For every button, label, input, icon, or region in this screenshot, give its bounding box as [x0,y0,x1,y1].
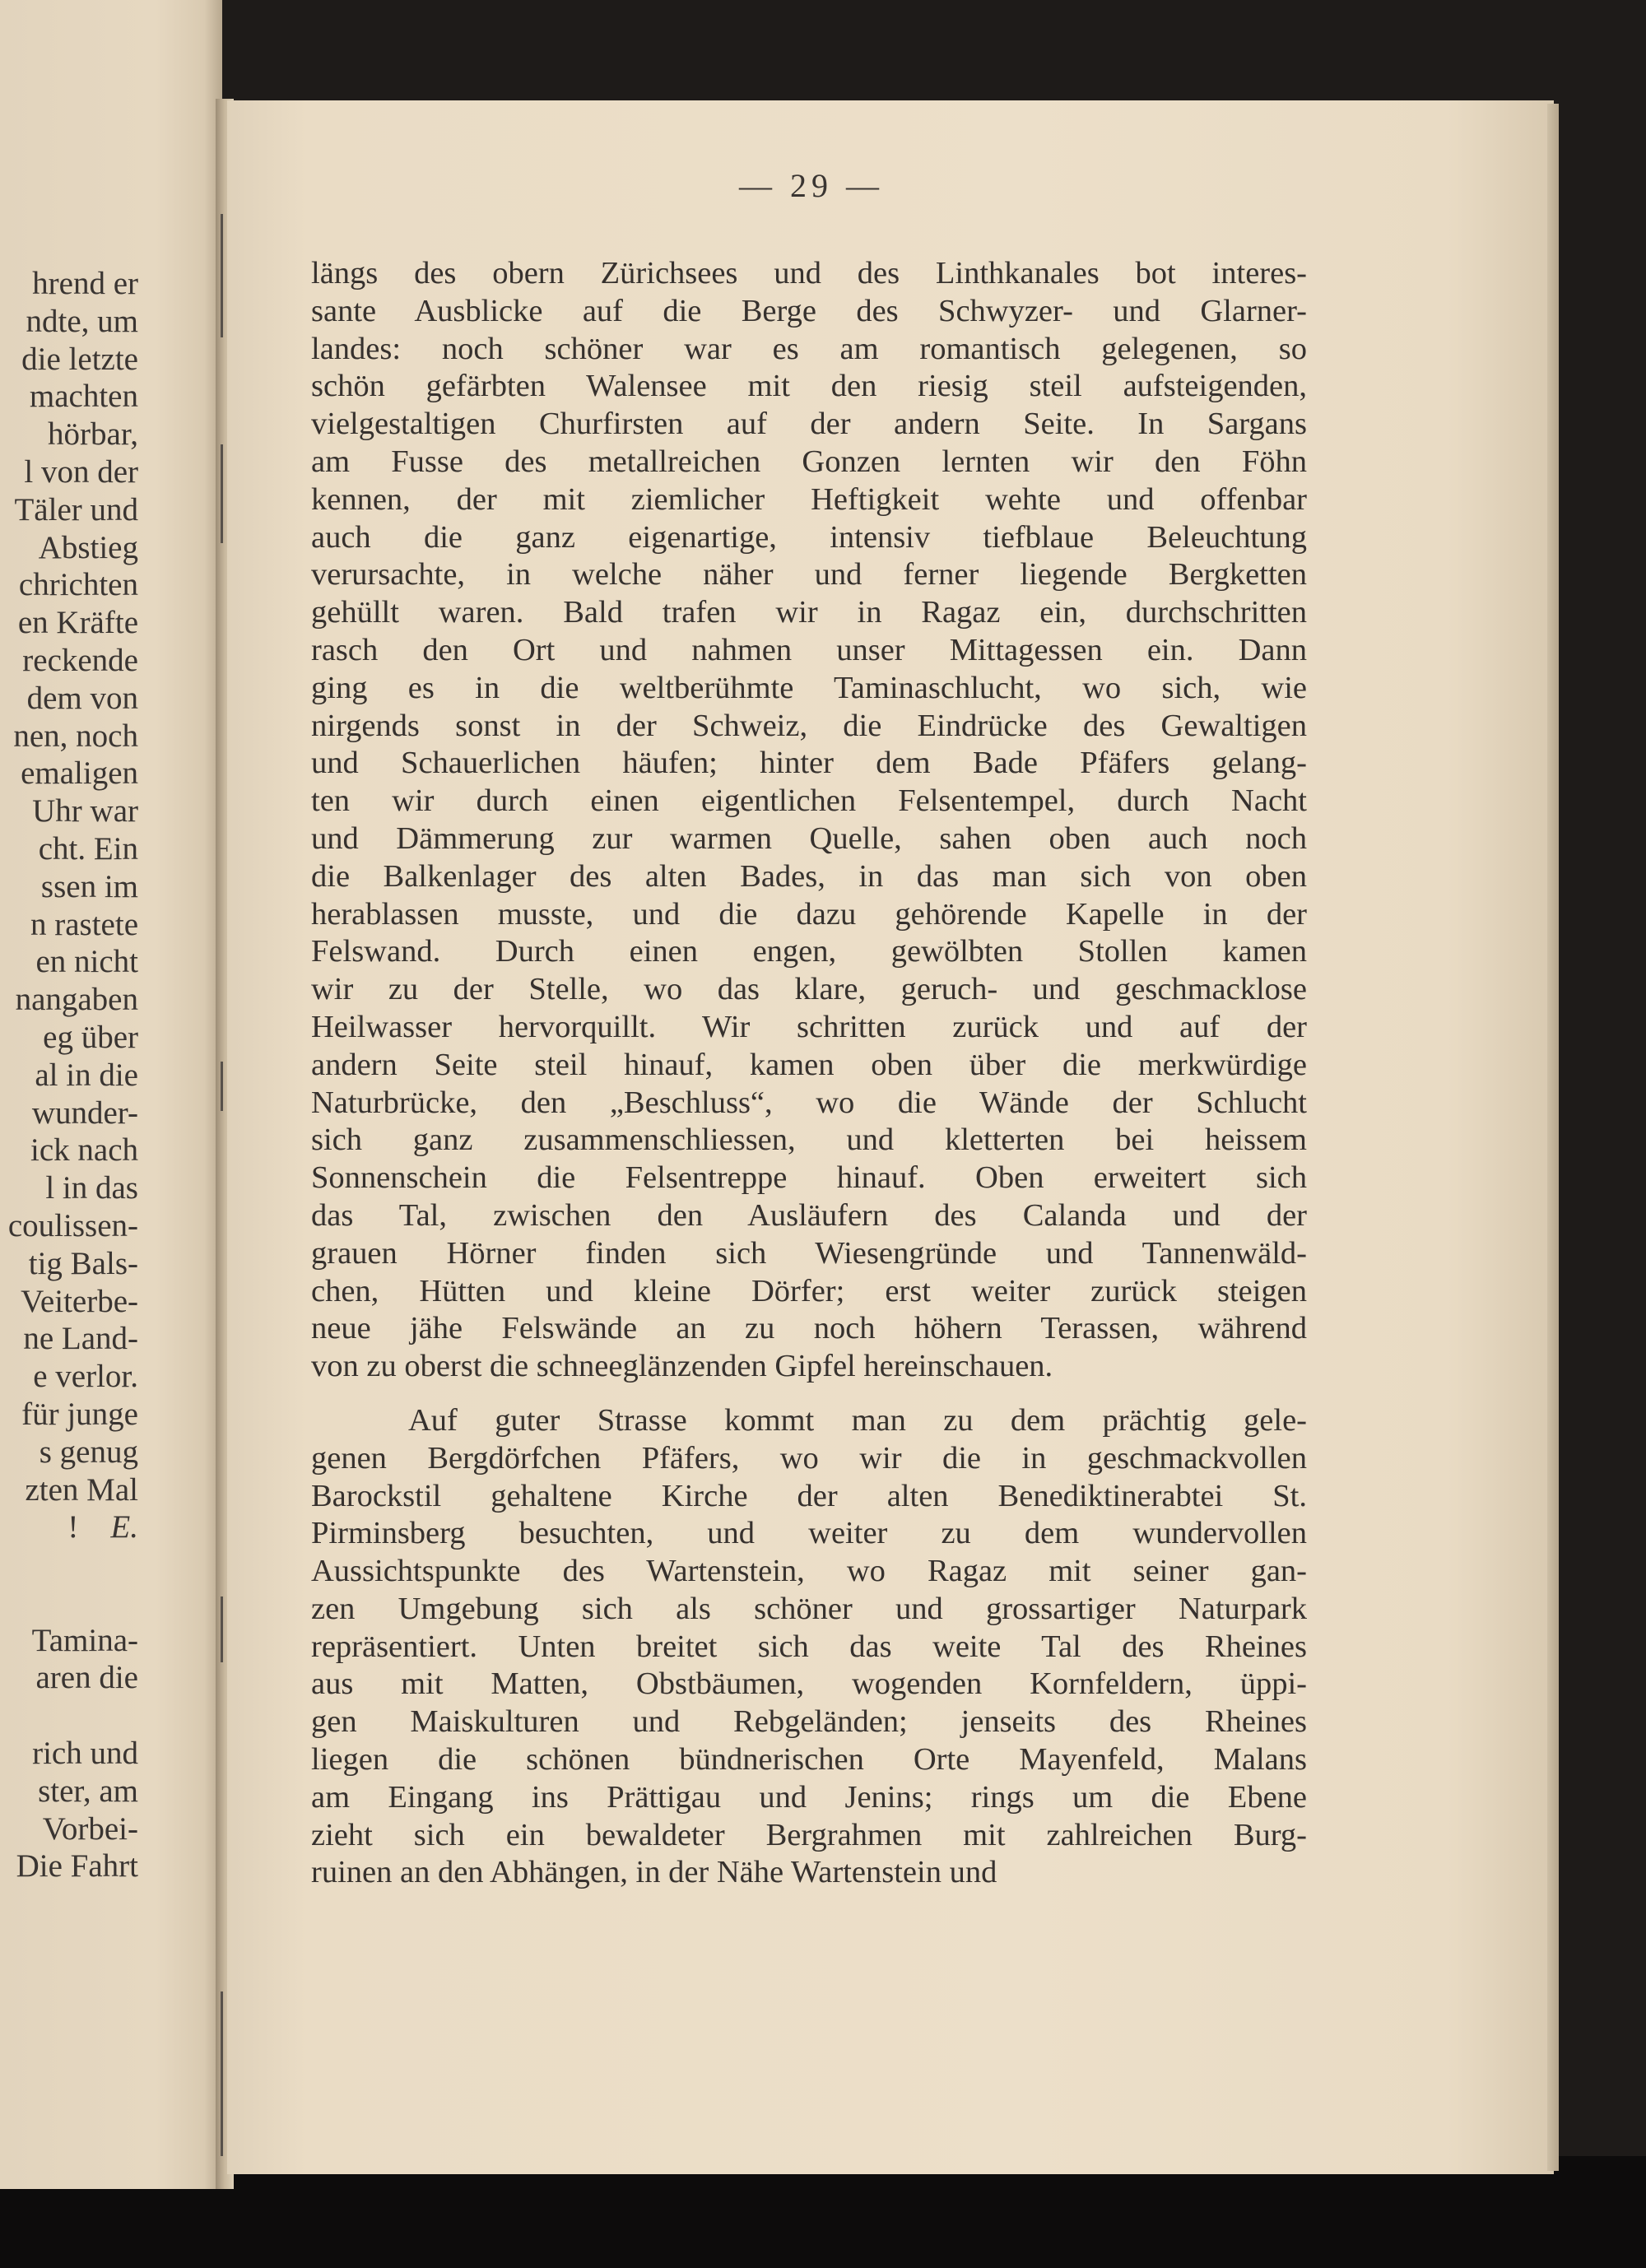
text-line: Sonnenschein die Felsentreppe hinauf. Oben erweitert sich [311,1160,1307,1196]
text-line: Aussichtspunkte des Wartenstein, wo Ragaz mit seiner gan- [311,1554,1307,1589]
text-line: grauen Hörner finden sich Wiesengründe und Tannenwäld- [311,1235,1307,1271]
left-text-line: nangaben [15,982,138,1018]
text-line: von zu oberst die schneeglänzenden Gipfel hereinschauen. [311,1349,1053,1384]
text-line: am Fusse des metallreichen Gonzen lernten wir den Föhn [311,444,1307,479]
left-text-line: n rastete [30,906,138,942]
left-text-line: dem von [26,680,138,716]
text-line: auch die ganz eigenartige, intensiv tiefblaue Beleuchtung [311,519,1307,555]
text-line: zieht sich ein bewaldeter Bergrahmen mit zahlreichen Burg- [311,1817,1307,1852]
left-text-line: al in die [35,1057,138,1093]
page-number: — 29 — [739,167,884,204]
left-text-line: machten [29,379,138,415]
gutter-shadow-mark [221,214,223,337]
text-line: gen Maiskulturen und Rebgeländen; jenseits des Rheines [311,1704,1307,1740]
text-line: sich ganz zusammenschliessen, und kletterten bei heissem [311,1122,1307,1158]
left-text-line: eg über [43,1019,138,1055]
text-line: Heilwasser hervorquillt. Wir schritten zurück und auf der [311,1009,1307,1044]
text-line: genen Bergdörfchen Pfäfers, wo wir die in geschmackvollen [311,1440,1307,1476]
text-line: nirgends sonst in der Schweiz, die Eindrücke des Gewaltigen [311,708,1307,743]
text-line: zen Umgebung sich als schöner und grossartiger Naturpark [311,1591,1307,1626]
left-text-line: Tamina- [31,1622,138,1658]
left-text-line: nen, noch [13,718,138,754]
text-line: andern Seite steil hinauf, kamen oben über die merkwürdige [311,1047,1307,1082]
left-text-line: Die Fahrt [16,1848,138,1885]
text-line: repräsentiert. Unten breitet sich das weite Tal des Rheines [311,1629,1307,1664]
left-text-line: hörbar, [48,416,138,453]
text-line: kennen, der mit ziemlicher Heftigkeit wehte und offenbar [311,481,1307,517]
left-text-line: l von der [24,453,138,490]
text-line: ging es in die weltberühmte Taminaschlucht, wo sich, wie [311,670,1307,705]
left-text-line: s genug [39,1434,138,1470]
text-line: Felswand. Durch einen engen, gewölbten Stollen kamen [311,934,1307,969]
left-text-line: ndte, um [26,303,138,339]
text-line: das Tal, zwischen den Ausläufern des Calanda und der [311,1197,1307,1233]
text-line: vielgestaltigen Churfirsten auf der andern Seite. In Sargans [311,407,1307,442]
text-line: herablassen musste, und die dazu gehörende Kapelle in der [311,896,1307,932]
gutter-shadow-mark [221,444,223,543]
text-line: verursachte, in welche näher und ferner liegende Bergketten [311,557,1307,593]
text-line: aus mit Matten, Obstbäumen, wogenden Kornfeldern, üppi- [311,1666,1307,1702]
left-text-line: Veiterbe- [21,1283,138,1319]
text-line: längs des obern Zürichsees und des Linthkanales bot interes- [311,256,1307,290]
page-edge [1547,104,1559,2171]
text-line: rasch den Ort und nahmen unser Mittagessen ein. Dann [311,632,1307,667]
text-line: ten wir durch einen eigentlichen Felsentempel, durch Nacht [311,783,1307,819]
left-text-gap [0,1546,138,1584]
left-text-line: cht. Ein [38,830,138,867]
text-line: die Balkenlager des alten Bades, in das man sich von oben [311,858,1307,894]
left-text-line: en nicht [35,944,138,980]
left-text-line: Abstieg [38,529,138,565]
left-text-line: ick nach [30,1132,138,1169]
text-line: wir zu der Stelle, wo das klare, geruch- und geschmacklose [311,972,1307,1007]
left-text-line: ster, am [38,1773,138,1809]
left-text-line: chrichten [18,567,138,603]
text-line: und Dämmerung zur warmen Quelle, sahen oben auch noch [311,820,1307,856]
text-line: neue jähe Felswände an zu noch höhern Terassen, während [311,1311,1307,1346]
left-text-line: aren die [35,1660,138,1696]
left-text-line: en Kräfte [17,605,138,641]
left-text-line: zten Mal [25,1471,138,1508]
text-line: Naturbrücke, den „Beschluss“, wo die Wände der Schlucht [311,1085,1307,1120]
left-text-exclamation: ! [67,1509,79,1545]
text-line: schön gefärbten Walensee mit den riesig steil aufsteigenden, [311,369,1307,404]
gutter-shadow-mark [221,1062,223,1111]
left-text-line: l in das [45,1170,138,1206]
left-text-line: wunder- [31,1094,138,1131]
gutter-shadow-mark [221,1991,223,2156]
text-line: Pirminsberg besuchten, und weiter zu dem wundervollen [311,1516,1307,1551]
left-text-gap [0,1584,138,1622]
text-line: landes: noch schöner war es am romantisch gelegenen, so [311,331,1307,366]
left-text-line [0,1697,138,1735]
text-line: gehüllt waren. Bald trafen wir in Ragaz ein, durchschritten [311,595,1307,630]
left-text-line: hrend er [32,266,138,301]
left-text-line: coulissen- [7,1207,138,1243]
paragraph-spacing [311,1386,1307,1402]
author-signature: E. [110,1509,138,1545]
left-text-line [0,1508,138,1546]
text-line: ruinen an den Abhängen, in der Nähe Wartenstein und [311,1855,997,1890]
paragraph-2 [311,1402,1307,1892]
paragraph-1 [311,255,1307,1386]
left-text-line: tig Bals- [28,1245,138,1281]
text-line: und Schauerlichen häufen; hinter dem Bade Pfäfers gelang- [311,746,1307,781]
left-text-line: emaligen [21,755,138,792]
text-line: Auf guter Strasse kommt man zu dem prächtig gele- [408,1402,1307,1438]
gutter-shadow-mark [221,1596,223,1662]
text-line: Barockstil gehaltene Kirche der alten Benediktinerabtei St. [311,1478,1307,1513]
left-page-text-fragment [0,265,138,1885]
left-text-line: e verlor. [33,1359,138,1395]
left-page [0,0,222,2189]
left-text-line: Vorbei- [42,1810,138,1847]
left-text-line: ssen im [40,868,138,904]
text-line: am Eingang ins Prättigau und Jenins; rings um die Ebene [311,1779,1307,1815]
text-line: chen, Hütten und kleine Dörfer; erst weiter zurück steigen [311,1273,1307,1308]
left-text-line: Uhr war [32,793,138,830]
left-text-line: die letzte [21,341,138,377]
left-text-line: rich und [32,1736,138,1772]
left-text-line: reckende [22,642,138,678]
left-text-line: für junge [21,1396,138,1432]
text-line: sante Ausblicke auf die Berge des Schwyzer- und Glarner- [311,293,1307,328]
page-body-text [311,255,1307,1892]
left-text-line: Täler und [14,491,138,527]
text-line: liegen die schönen bündnerischen Orte Mayenfeld, Malans [311,1742,1307,1778]
left-text-line: ne Land- [23,1321,138,1357]
